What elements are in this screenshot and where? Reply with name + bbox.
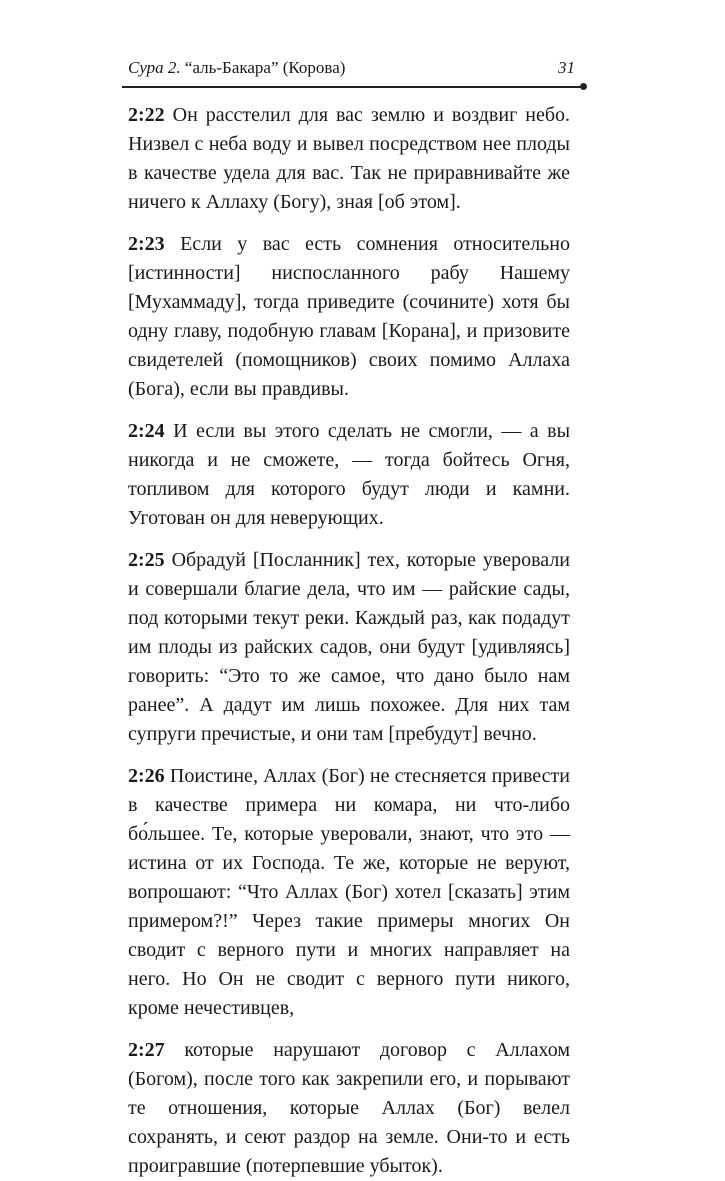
verse-number: 2:24	[128, 420, 165, 442]
verse-number: 2:23	[128, 233, 165, 255]
verse-text: Он расстелил для вас землю и воздвиг небо. Низвел с неба воду и вывел посредством нее плоды в качестве удела для вас. Так не приравнивайте же ничего к Аллаху (Богу), зная [об этом].	[128, 104, 570, 213]
verse-2-25	[128, 546, 570, 749]
page-body	[128, 101, 570, 1181]
verse-number: 2:26	[128, 765, 165, 787]
header-rule	[122, 86, 582, 88]
verse-number: 2:22	[128, 104, 165, 126]
running-header	[128, 58, 575, 84]
verse-number: 2:25	[128, 549, 165, 571]
verse-text: Обрадуй [Посланник] тех, которые уверовали и совершали благие дела, что им — райские сады, под которыми текут реки. Каждый раз, как подадут им плоды из райских садов, они будут [удивляясь] говорить: “Это то же самое, что дано было нам ранее”. А дадут им лишь похожее. Для них там супруги пречистые, и они там [пребудут] вечно.	[128, 549, 570, 745]
verse-2-26	[128, 762, 570, 1023]
verse-number: 2:27	[128, 1039, 165, 1061]
verse-text: И если вы этого сделать не смогли, — а вы никогда и не сможете, — тогда бойтесь Огня, топливом для которого будут люди и камни. Уготован он для неверующих.	[128, 420, 571, 529]
verse-2-23	[128, 230, 570, 404]
page-number: 31	[558, 58, 575, 77]
verse-2-24	[128, 417, 570, 533]
verse-2-22	[128, 101, 570, 217]
verse-text: Если у вас есть сомнения относительно [истинности] ниспосланного рабу Нашему [Мухаммаду], тогда приведите (сочините) хотя бы одну главу, подобную главам [Корана], и призовите свидетелей (помощников) своих помимо Аллаха (Бога), если вы правдивы.	[128, 233, 571, 400]
verse-text: которые нарушают договор с Аллахом (Богом), после того как закрепили его, и порывают те отношения, которые Аллах (Бог) велел сохранять, и сеют раздор на земле. Они-то и есть проигравшие (потерпевшие убыток).	[128, 1039, 571, 1177]
verse-2-27	[128, 1036, 570, 1181]
surah-title: “аль-Бакара” (Корова)	[184, 58, 346, 77]
verse-text: Поистине, Аллах (Бог) не стесняется привести в качестве примера ни комара, ни что-либо бо́льшее. Те, которые уверовали, знают, что это — истина от их Господа. Те же, которые не веруют, вопрошают: “Что Аллах (Бог) хотел [сказать] этим примером?!” Через такие примеры многих Он сводит с верного пути и многих направляет на него. Но Он не сводит с верного пути никого, кроме нечестивцев,	[128, 765, 570, 1019]
surah-label: Сура 2.	[128, 58, 181, 77]
surah-heading	[128, 58, 345, 78]
header-rule-dot	[580, 83, 587, 90]
